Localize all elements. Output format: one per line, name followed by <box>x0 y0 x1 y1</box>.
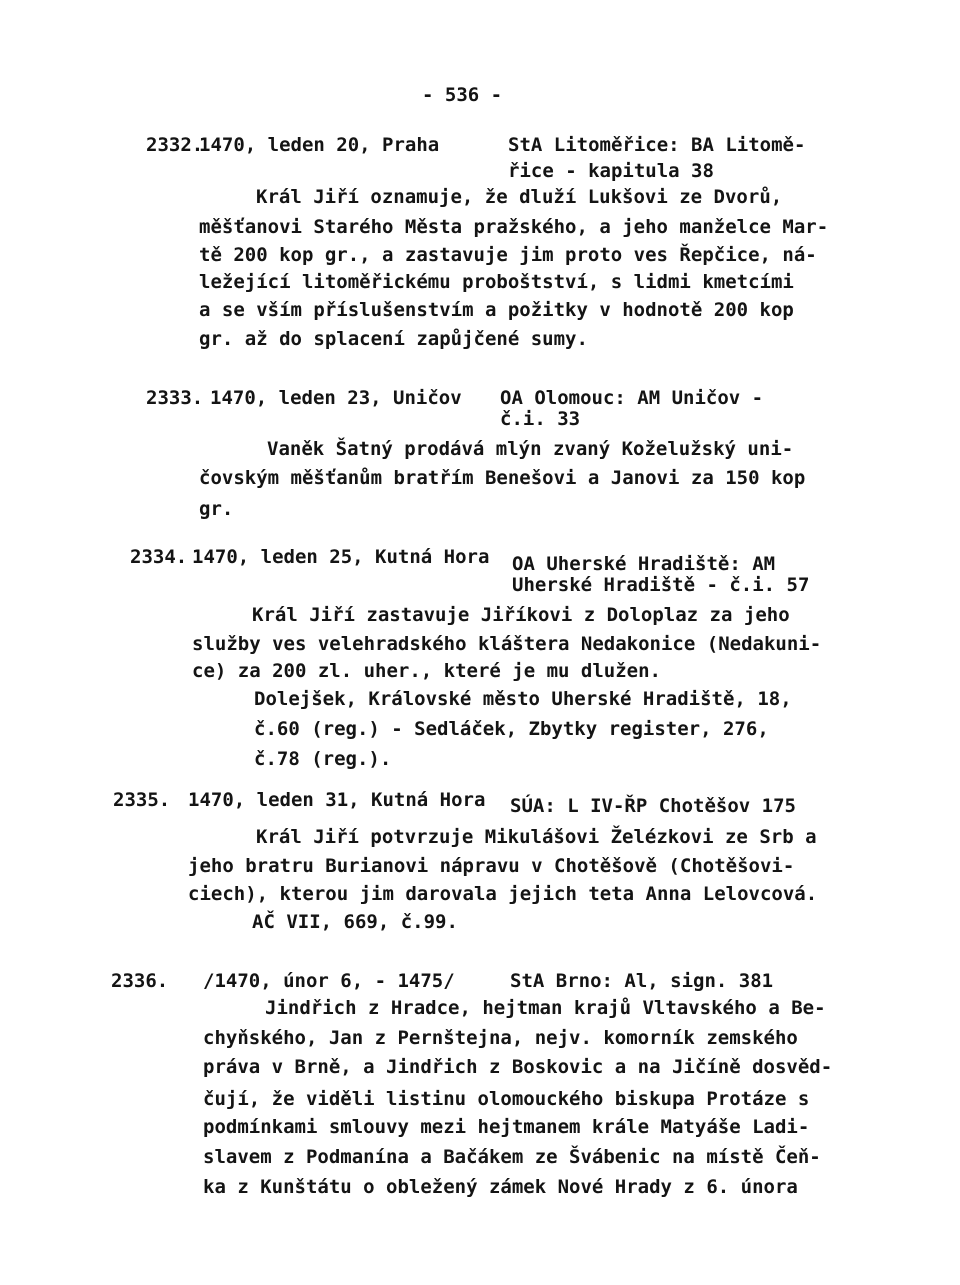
entry-text-line: Král Jiří oznamuje, že dluží Lukšovi ze Dvorů, <box>256 186 783 208</box>
entry-number: 2335. <box>113 789 171 811</box>
entry-text-line: Vaněk Šatný prodává mlýn zvaný Koželužský uni- <box>267 438 794 460</box>
entry-text-line: tě 200 kop gr., a zastavuje jim proto ves Řepčice, ná- <box>199 244 817 266</box>
entry-archive-line: č.i. 33 <box>500 408 581 430</box>
entry-text-line: č.60 (reg.) - Sedláček, Zbytky register, 276, <box>254 718 769 740</box>
entry-text-line: jeho bratru Burianovi nápravu v Chotěšově (Chotěšovi- <box>188 855 795 877</box>
entry-text-line: č.78 (reg.). <box>254 748 392 770</box>
entry-text-line: práva v Brně, a Jindřich z Boskovic a na Jičíně dosvěd- <box>203 1056 833 1078</box>
entry-archive-line: řice - kapitula 38 <box>508 160 714 182</box>
entry-number: 2334. <box>130 546 188 568</box>
entry-text-line: gr. až do splacení zapůjčené sumy. <box>199 328 588 350</box>
entry-date-place: 1470, leden 20, Praha <box>199 134 440 156</box>
entry-text-line: ce) za 200 zl. uher., které je mu dlužen. <box>192 660 661 682</box>
entry-text-line: Dolejšek, Královské město Uherské Hradiště, 18, <box>254 688 792 710</box>
entry-text-line: služby ves velehradského kláštera Nedakonice (Nedakuni- <box>192 633 822 655</box>
entry-archive-line: StA Litoměřice: BA Litomě- <box>508 134 806 156</box>
entry-text-line: gr. <box>199 498 234 520</box>
entry-date-place: /1470, únor 6, - 1475/ <box>203 970 455 992</box>
entry-text-line: slavem z Podmanína a Bačákem ze Švábenic na místě Čeň- <box>203 1146 821 1168</box>
entry-text-line: Král Jiří potvrzuje Mikulášovi Želézkovi ze Srb a <box>256 826 817 848</box>
entry-date-place: 1470, leden 31, Kutná Hora <box>188 789 486 811</box>
entry-text-line: AČ VII, 669, č.99. <box>252 911 458 933</box>
entry-number: 2336. <box>111 970 169 992</box>
entry-text-line: a se vším příslušenstvím a požitky v hodnotě 200 kop <box>199 299 794 321</box>
entry-archive-line: Uherské Hradiště - č.i. 57 <box>512 574 810 596</box>
entry-archive-line: SÚA: L IV-ŘP Chotěšov 175 <box>510 795 796 817</box>
entry-text-line: čovským měšťanům bratřím Benešovi a Janovi za 150 kop <box>199 467 806 489</box>
entry-text-line: Jindřich z Hradce, hejtman krajů Vltavského a Be- <box>265 997 826 1019</box>
entry-archive-line: StA Brno: Al, sign. 381 <box>510 970 774 992</box>
entry-archive-line: OA Olomouc: AM Uničov - <box>500 387 764 409</box>
entry-text-line: měšťanovi Starého Města pražského, a jeho manželce Mar- <box>199 216 829 238</box>
entry-number: 2332. <box>146 134 204 156</box>
entry-text-line: Král Jiří zastavuje Jiříkovi z Doloplaz za jeho <box>252 604 790 626</box>
entry-text-line: ležející litoměřickému proboštství, s lidmi kmetcími <box>199 271 794 293</box>
entry-archive-line: OA Uherské Hradiště: AM <box>512 553 776 575</box>
entry-text-line: čují, že viděli listinu olomouckého biskupa Protáze s <box>203 1088 810 1110</box>
entry-number: 2333. <box>146 387 204 409</box>
entry-date-place: 1470, leden 23, Uničov <box>210 387 462 409</box>
entry-text-line: ka z Kunštátu o obležený zámek Nové Hrady z 6. února <box>203 1176 798 1198</box>
entry-text-line: ciech), kterou jim darovala jejich teta Anna Lelovcová. <box>188 883 818 905</box>
entry-date-place: 1470, leden 25, Kutná Hora <box>192 546 490 568</box>
entry-text-line: podmínkami smlouvy mezi hejtmanem krále Matyáše Ladi- <box>203 1116 810 1138</box>
page-number: - 536 - <box>422 84 503 106</box>
entry-text-line: chyňského, Jan z Pernštejna, nejv. komorník zemského <box>203 1027 798 1049</box>
